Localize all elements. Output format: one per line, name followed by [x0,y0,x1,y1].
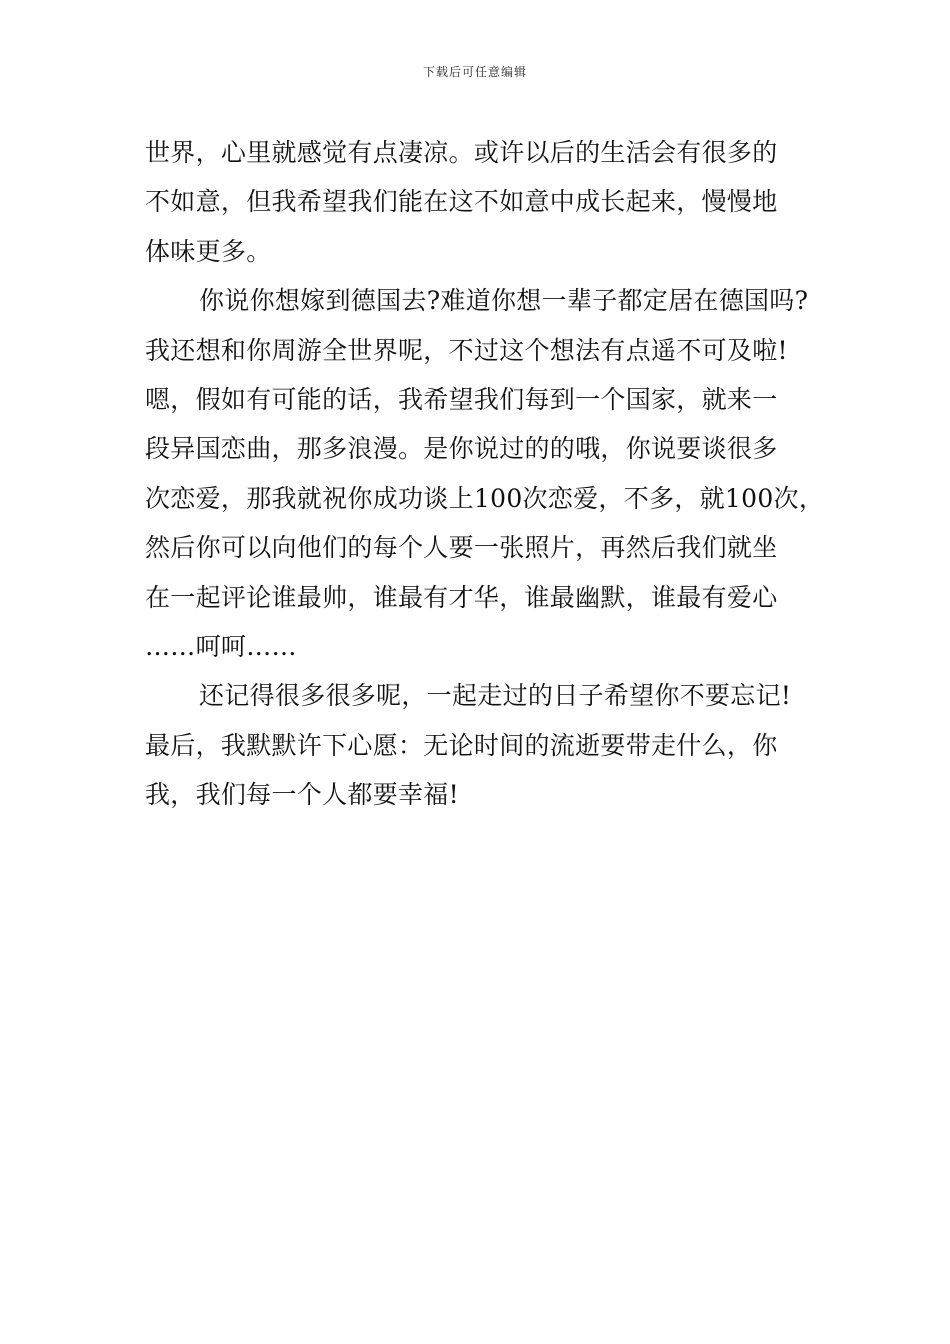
text-line: 嗯，假如有可能的话，我希望我们每到一个国家，就来一 [145,384,778,414]
text-line: 世界，心里就感觉有点凄凉。或许以后的生活会有很多的 [145,138,778,167]
text-line: 然后你可以向他们的每个人要一张照片，再然后我们就坐 [145,533,778,563]
text-line: 最后，我默默许下心愿：无论时间的流逝要带走什么，你 [145,730,778,760]
text-line: 次恋爱，那我就祝你成功谈上100次恋爱，不多，就100次， [145,483,825,513]
text-line: 段异国恋曲，那多浪漫。是你说过的的哦，你说要谈很多 [145,434,778,464]
text-line: 体味更多。 [145,236,272,266]
body-text [145,128,825,819]
text-line: ……呵呵…… [145,631,297,661]
text-line: 我，我们每一个人都要幸福! [145,780,459,810]
paragraph-start-line: 还记得很多很多呢，一起走过的日子希望你不要忘记! [199,681,792,711]
text-line: 在一起评论谁最帅，谁最有才华，谁最幽默，谁最有爱心 [145,582,778,612]
text-line: 我还想和你周游全世界呢，不过这个想法有点遥不可及啦! [145,335,788,365]
header-note: 下载后可任意编辑 [422,65,527,79]
text-line: 不如意，但我希望我们能在这不如意中成长起来，慢慢地 [145,187,778,217]
paragraph-start-line: 你说你想嫁到德国去?难道你想一辈子都定居在德国吗? [199,286,809,316]
